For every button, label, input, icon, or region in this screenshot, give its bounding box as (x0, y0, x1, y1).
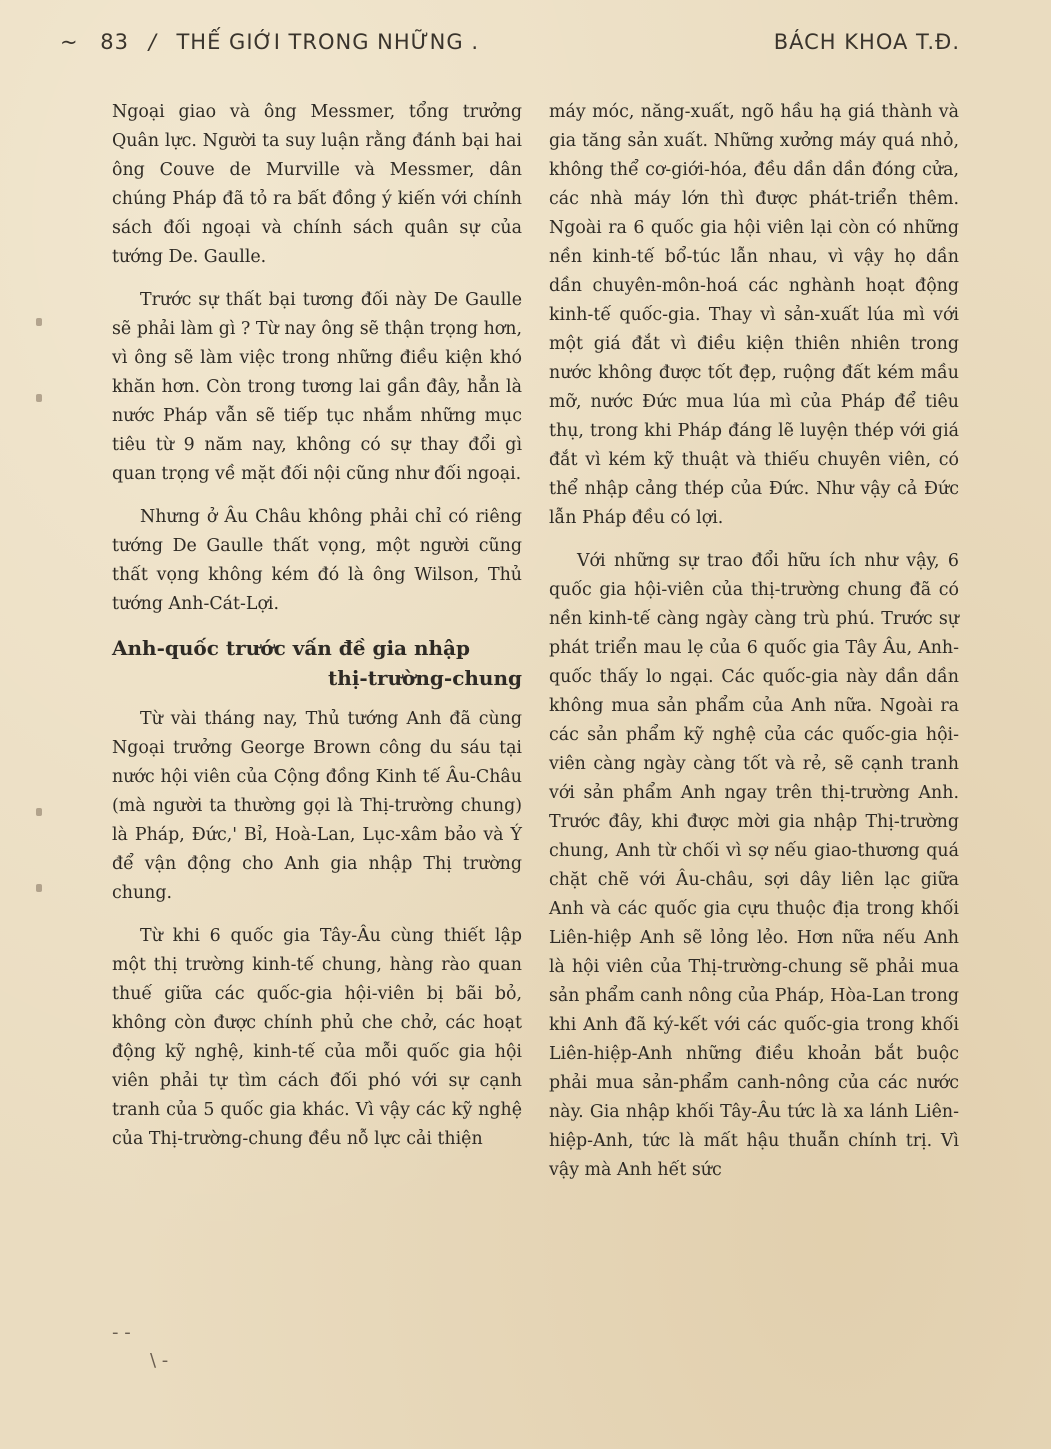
publication-title: BÁCH KHOA T.Đ. (773, 30, 960, 54)
header-left (60, 30, 479, 54)
paragraph: Từ vài tháng nay, Thủ tướng Anh đã cùng Ngoại trưởng George Brown công du sáu tại nước hội viên của Cộng đồng Kinh tế Âu-Châu (mà người ta thường gọi là Thị-trường chung) là Pháp, Đức,' Bỉ, Hoà-Lan, Lục-xâm bảo và Ý để vận động cho Anh gia nhập Thị trường chung. (112, 709, 522, 903)
margin-mark (36, 394, 42, 402)
stray-mark: - - (112, 1322, 131, 1343)
section-title: THẾ GIỚI TRONG NHỮNG . (176, 30, 480, 54)
header-mark: ~ (60, 30, 79, 54)
paragraph: máy móc, năng-xuất, ngõ hầu hạ giá thành và gia tăng sản xuất. Những xưởng máy quá nhỏ, không thể cơ-giới-hóa, đều dần dần đóng cửa, các nhà máy lớn thì được phát-triển thêm. Ngoài ra 6 quốc gia hội viên lại còn có những nền kinh-tế bổ-túc lẫn nhau, vì vậy họ dần dần chuyên-môn-hoá các nghành hoạt động kinh-tế quốc-gia. Thay vì sản-xuất lúa mì với một giá đắt vì điều kiện thiên nhiên trong nước không được tốt đẹp, ruộng đất kém mầu mỡ, nước Đức mua lúa mì của Pháp để tiêu thụ, trong khi Pháp đáng lẽ luyện thép với giá đắt vì kém kỹ thuật và thiếu chuyên viên, có thể nhập cảng thép của Đức. Như vậy cả Đức lẫn Pháp đều có lợi. (549, 102, 959, 528)
right-column (549, 98, 959, 1199)
margin-mark (36, 808, 42, 816)
section-heading-line: Anh-quốc trước vấn đề gia nhập (112, 636, 470, 660)
left-column (112, 98, 522, 1168)
header-separator: / (148, 30, 157, 54)
running-header (60, 30, 960, 64)
section-heading (112, 633, 522, 693)
paragraph: Nhưng ở Âu Châu không phải chỉ có riêng tướng De Gaulle thất vọng, một người cũng thất vọng không kém đó là ông Wilson, Thủ tướng Anh-Cát-Lợi. (112, 507, 522, 614)
paragraph: Trước sự thất bại tương đối này De Gaulle sẽ phải làm gì ? Từ nay ông sẽ thận trọng hơn, vì ông sẽ làm việc trong những điều kiện khó khăn hơn. Còn trong tương lai gần đây, hẳn là nước Pháp vẫn sẽ tiếp tục nhắm những mục tiêu từ 9 năm nay, không có sự thay đổi gì quan trọng về mặt đối nội cũng như đối ngoại. (112, 290, 522, 484)
section-heading-line: thị-trường-chung (328, 666, 522, 690)
paragraph: Ngoại giao và ông Messmer, tổng trưởng Quân lực. Người ta suy luận rằng đánh bại hai ông Couve de Murville và Messmer, dân chúng Pháp đã tỏ ra bất đồng ý kiến với chính sách đối ngoại và chính sách quân sự của tướng De. Gaulle. (112, 102, 522, 267)
paragraph: Với những sự trao đổi hữu ích như vậy, 6 quốc gia hội-viên của thị-trường chung đã có nền kinh-tế càng ngày càng trù phú. Trước sự phát triển mau lẹ của 6 quốc gia Tây Âu, Anh-quốc thấy lo ngại. Các quốc-gia này dần dần không mua sản phẩm của Anh nữa. Ngoài ra các sản phẩm kỹ nghệ của các quốc-gia hội-viên càng ngày càng tốt và rẻ, sẽ cạnh tranh với sản phẩm Anh ngay trên thị-trường Anh. Trước đây, khi được mời gia nhập Thị-trường chung, Anh từ chối vì sợ nếu giao-thương quá chặt chẽ với Âu-châu, sợi dây liên lạc giữa Anh và các quốc gia cựu thuộc địa trong khối Liên-hiệp Anh sẽ lỏng lẻo. Hơn nữa nếu Anh là hội viên của Thị-trường-chung sẽ phải mua sản phẩm canh nông của Pháp, Hòa-Lan trong khi Anh đã ký-kết với các quốc-gia trong khối Liên-hiệp-Anh những điều khoản bắt buộc phải mua sản-phẩm canh-nông của các nước này. Gia nhập khối Tây-Âu tức là xa lánh Liên-hiệp-Anh, tức là mất hậu thuẫn chính trị. Vì vậy mà Anh hết sức (549, 551, 959, 1180)
stray-mark: \ - (150, 1350, 169, 1371)
margin-mark (36, 318, 42, 326)
margin-mark (36, 884, 42, 892)
paragraph: Từ khi 6 quốc gia Tây-Âu cùng thiết lập một thị trường kinh-tế chung, hàng rào quan thuế giữa các quốc-gia hội-viên bị bãi bỏ, không còn được chính phủ che chở, các hoạt động kỹ nghệ, kinh-tế của mỗi quốc gia hội viên phải tự tìm cách đối phó với sự cạnh tranh của 5 quốc gia khác. Vì vậy các kỹ nghệ của Thị-trường-chung đều nỗ lực cải thiện (112, 926, 522, 1149)
page-number: 83 (100, 30, 130, 54)
